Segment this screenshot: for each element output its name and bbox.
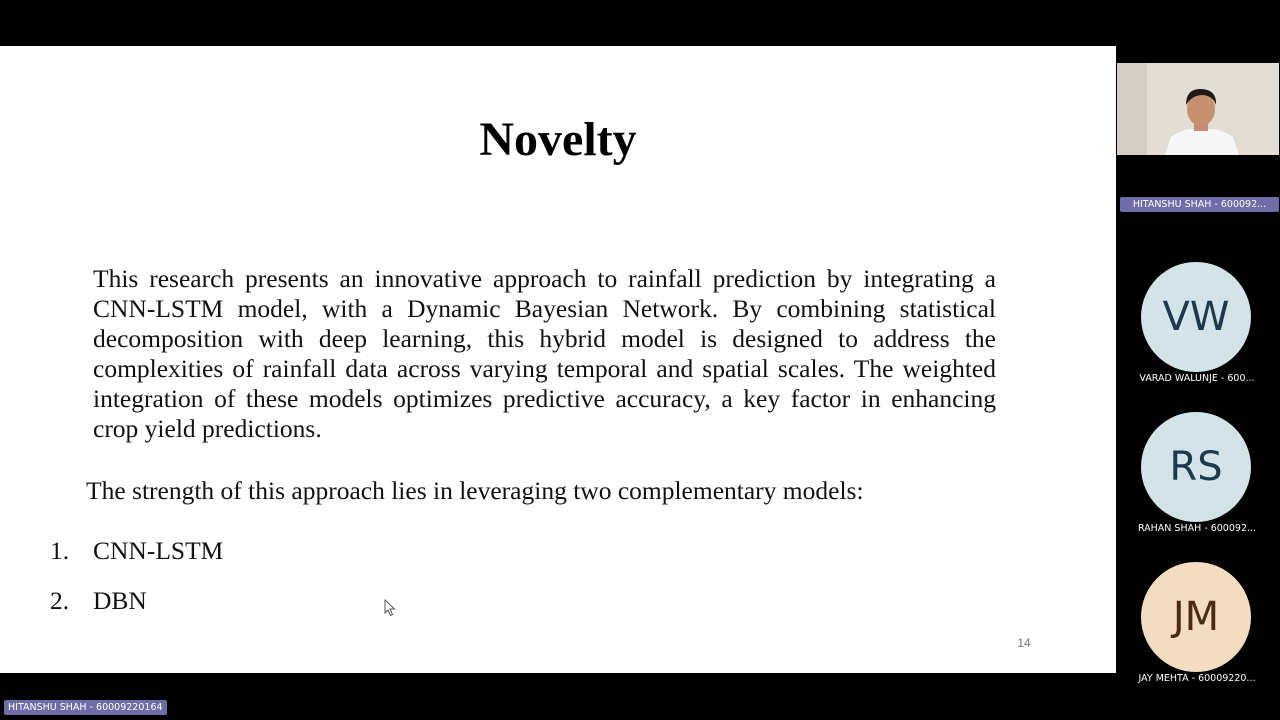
slide-paragraph: This research presents an innovative approach to rainfall prediction by integrating a CNN-LSTM model, with a Dynamic Bayesian Network. By combining statistical decomposition with deep learning, this hybrid model is designed to address the complexities of rainfall data across varying temporal and spatial scales. The weighted integration of these models optimizes predictive accuracy, a key factor in enhancing crop yield predictions.	[93, 264, 996, 443]
avatar[interactable]	[1141, 562, 1251, 672]
list-item-number: 2.	[50, 586, 70, 615]
list-item	[50, 536, 223, 566]
mouse-cursor-icon	[384, 599, 396, 617]
slide-title: Novelty	[479, 113, 637, 166]
slide-page-number: 14	[1017, 636, 1031, 650]
slide-canvas	[0, 46, 1116, 673]
list-item-text: DBN	[93, 586, 147, 615]
list-item	[50, 586, 147, 616]
participant-name: RAHAN SHAH - 600092...	[1137, 523, 1257, 534]
list-item-number: 1.	[50, 536, 70, 565]
participant-name: JAY MEHTA - 60009220...	[1138, 673, 1256, 684]
avatar-initials: VW	[1162, 294, 1230, 340]
avatar-initials: JM	[1172, 594, 1220, 640]
screen-share-name-badge: HITANSHU SHAH - 60009220164	[4, 700, 167, 715]
avatar[interactable]	[1141, 262, 1251, 372]
avatar[interactable]	[1141, 412, 1251, 522]
list-item-text: CNN-LSTM	[93, 536, 224, 565]
presenter-video-tile[interactable]	[1117, 63, 1279, 155]
presenter-video-icon	[1117, 63, 1279, 155]
avatar-initials: RS	[1169, 444, 1223, 490]
presenter-name-badge: HITANSHU SHAH - 600092...	[1120, 197, 1279, 212]
slide-strength-text: The strength of this approach lies in leveraging two complementary models:	[86, 476, 864, 505]
participant-name: VARAD WALUNJE - 600...	[1139, 373, 1255, 384]
